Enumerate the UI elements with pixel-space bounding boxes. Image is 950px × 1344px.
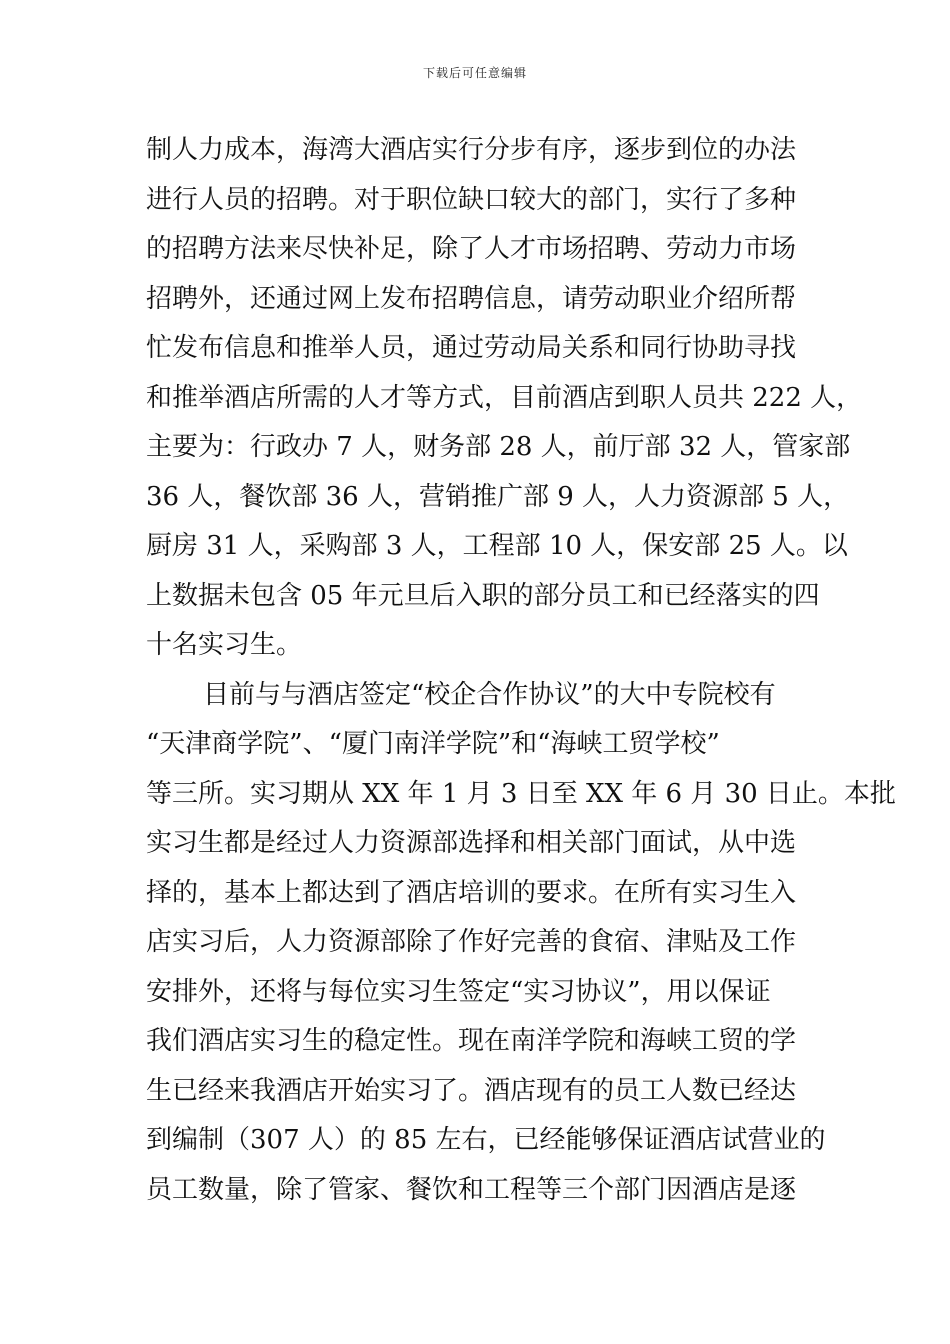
text-line: 生已经来我酒店开始实习了。酒店现有的员工人数已经达 xyxy=(146,1075,797,1106)
paragraph-first-line: 目前与与酒店签定“校企合作协议”的大中专院校有 xyxy=(203,679,776,710)
document-body xyxy=(146,126,896,1215)
text-line: 安排外，还将与每位实习生签定“实习协议”，用以保证 xyxy=(146,976,771,1007)
text-line: 员工数量，除了管家、餐饮和工程等三个部门因酒店是逐 xyxy=(146,1174,797,1205)
text-line: 进行人员的招聘。对于职位缺口较大的部门，实行了多种 xyxy=(146,184,797,215)
text-line: 36 人，餐饮部 36 人，营销推广部 9 人，人力资源部 5 人， xyxy=(146,481,850,512)
text-line: 招聘外，还通过网上发布招聘信息，请劳动职业介绍所帮 xyxy=(146,283,797,314)
text-line: 实习生都是经过人力资源部选择和相关部门面试，从中选 xyxy=(146,828,797,858)
text-line: 和推举酒店所需的人才等方式，目前酒店到职人员共 222 人， xyxy=(146,382,863,413)
text-line: 店实习后，人力资源部除了作好完善的食宿、津贴及工作 xyxy=(146,927,797,957)
text-line: 的招聘方法来尽快补足，除了人才市场招聘、劳动力市场 xyxy=(146,234,797,264)
text-line: 我们酒店实习生的稳定性。现在南洋学院和海峡工贸的学 xyxy=(146,1026,797,1056)
text-line: 厨房 31 人，采购部 3 人，工程部 10 人，保安部 25 人。以 xyxy=(146,531,848,561)
text-line: 等三所。实习期从 XX 年 1 月 3 日至 XX 年 6 月 30 日止。本批 xyxy=(146,778,896,809)
text-line: 择的，基本上都达到了酒店培训的要求。在所有实习生入 xyxy=(146,877,797,908)
text-line: 制人力成本，海湾大酒店实行分步有序，逐步到位的办法 xyxy=(146,135,797,165)
text-line: 十名实习生。 xyxy=(146,630,303,660)
text-line: 上数据未包含 05 年元旦后入职的部分员工和已经落实的四 xyxy=(146,580,820,611)
text-line: 到编制（307 人）的 85 左右，已经能够保证酒店试营业的 xyxy=(146,1125,826,1155)
text-line: 忙发布信息和推举人员，通过劳动局关系和同行协助寻找 xyxy=(146,333,797,363)
text-line: “天津商学院”、“厦门南洋学院”和“海峡工贸学校” xyxy=(146,729,720,759)
page-header: 下载后可任意编辑 xyxy=(422,66,527,80)
text-line: 主要为：行政办 7 人，财务部 28 人，前厅部 32 人，管家部 xyxy=(146,432,851,462)
